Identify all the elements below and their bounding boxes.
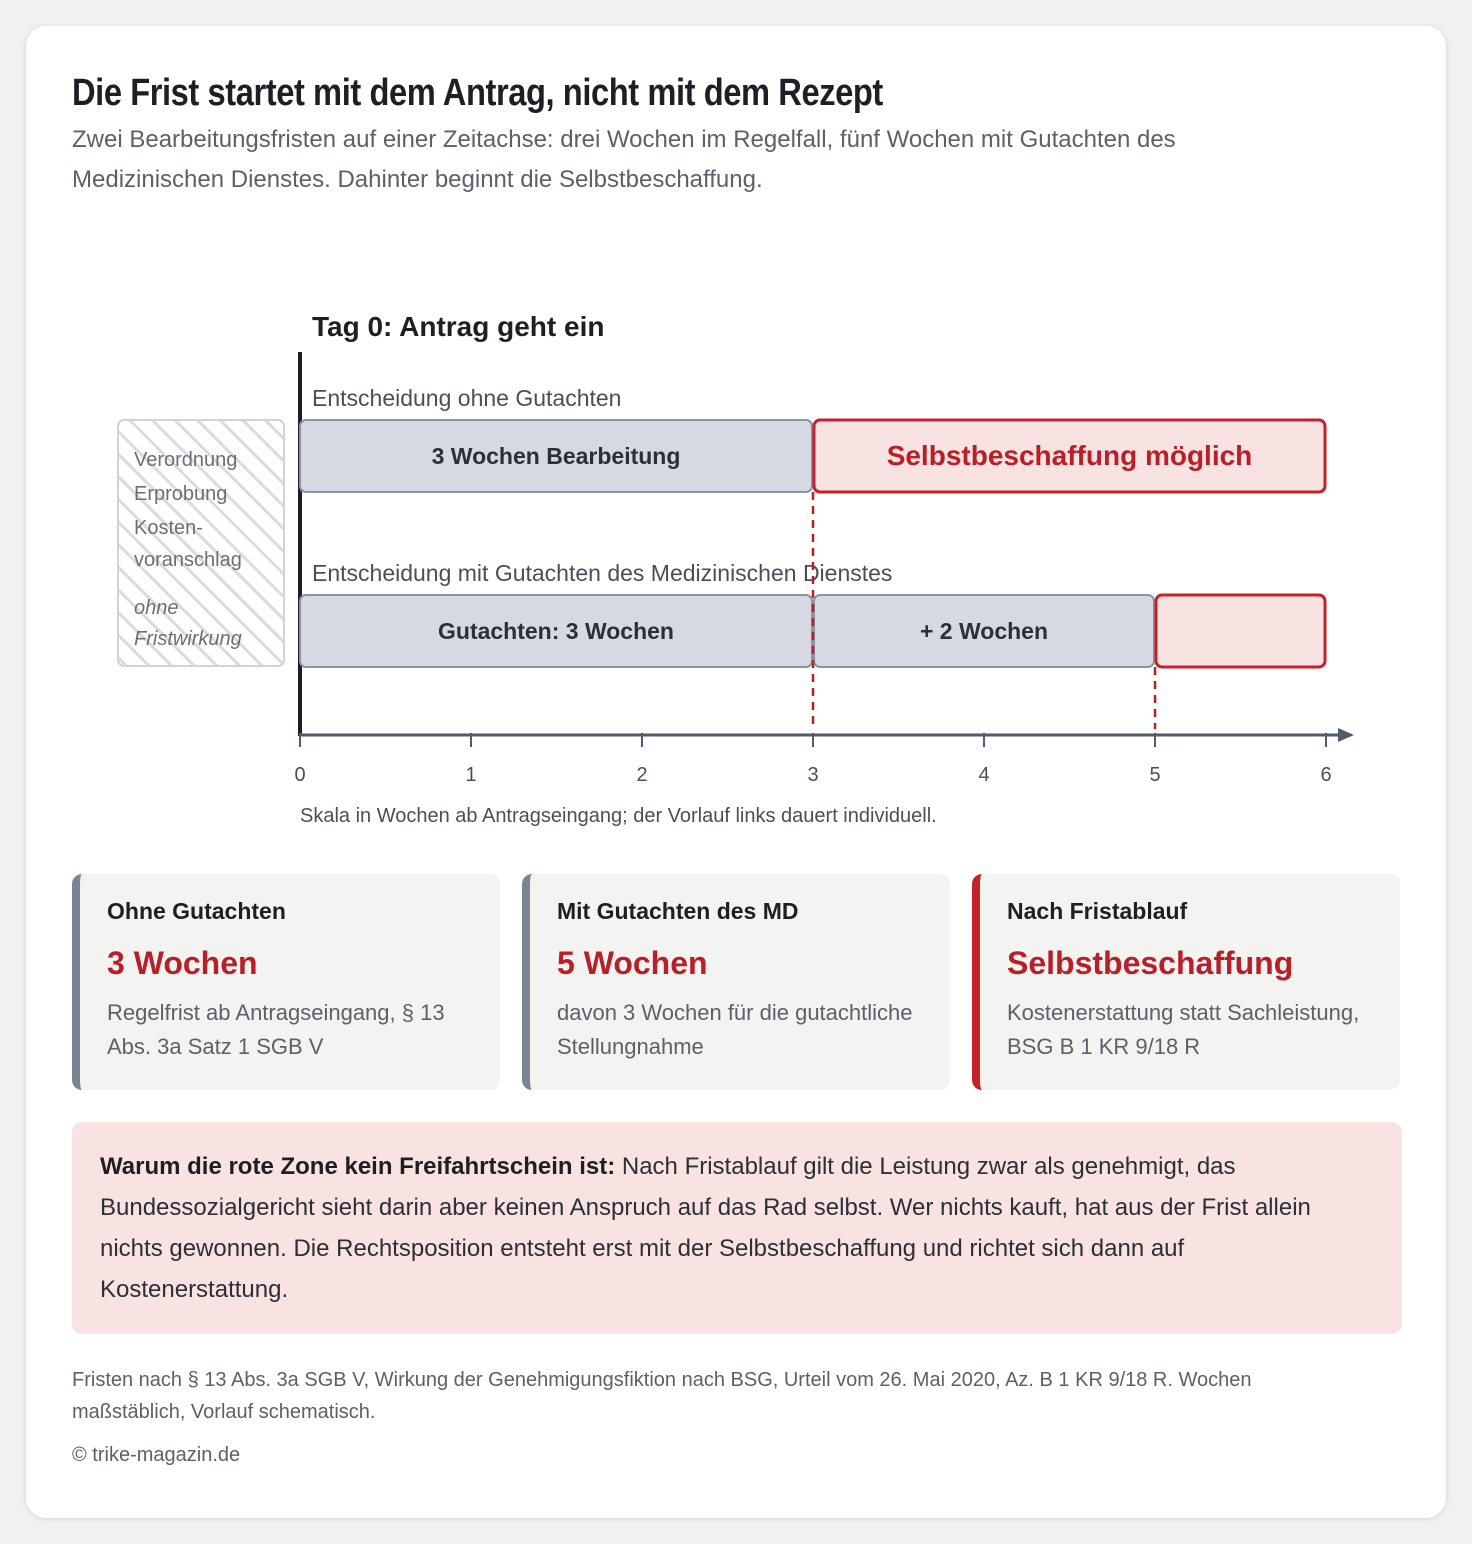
preliminary-step: Kosten- bbox=[134, 517, 203, 539]
axis-tick-label: 4 bbox=[978, 764, 990, 786]
axis-note: Skala in Wochen ab Antragseingang; der Vorlauf links dauert individuell. bbox=[300, 805, 937, 827]
timeline-bars bbox=[300, 420, 1325, 667]
callout-text: Nach Fristablauf gilt die Leistung zwar als genehmigt, das Bundessozialgericht sieht darin aber keinen Anspruch auf das Rad selbst. Wer nichts kauft, hat aus der Frist allein nichts gewonnen. Die Rechtsposition entsteht erst mit der Selbstbeschaffung und richtet sich dann auf Kostenerstattung. bbox=[100, 1153, 1311, 1303]
box-value: 3 Wochen bbox=[107, 945, 258, 981]
box-description: Regelfrist ab Antragseingang, § 13 Abs. 3a Satz 1 SGB V bbox=[107, 1000, 445, 1059]
copyright: © trike-magazin.de bbox=[72, 1444, 241, 1466]
row-label-mit-gutachten: Entscheidung mit Gutachten des Medizinischen Dienstes bbox=[312, 560, 893, 586]
source-footnote: Fristen nach § 13 Abs. 3a SGB V, Wirkung der Genehmigungsfiktion nach BSG, Urteil vom 26. Mai 2020, Az. B 1 KR 9/18 R. Wochen maßstäblich, Vorlauf schematisch. bbox=[72, 1369, 1252, 1423]
axis-tick-label: 5 bbox=[1149, 764, 1161, 786]
page-title: Die Frist startet mit dem Antrag, nicht mit dem Rezept bbox=[72, 72, 883, 114]
box-description: Kostenerstattung statt Sachleistung, BSG B 1 KR 9/18 R bbox=[1007, 1000, 1360, 1059]
axis-tick-label: 1 bbox=[465, 764, 477, 786]
box-label: Mit Gutachten des MD bbox=[557, 898, 799, 924]
box-label: Ohne Gutachten bbox=[107, 898, 286, 924]
processing-bar-label: 3 Wochen Bearbeitung bbox=[431, 443, 681, 469]
row-label-ohne-gutachten: Entscheidung ohne Gutachten bbox=[312, 385, 622, 411]
processing-bar-label: Gutachten: 3 Wochen bbox=[438, 618, 674, 644]
self-procurement-label: Selbstbeschaffung möglich bbox=[886, 440, 1253, 471]
axis-tick-label: 3 bbox=[807, 764, 819, 786]
page-subtitle: Zwei Bearbeitungsfristen auf einer Zeitachse: drei Wochen im Regelfall, fünf Wochen mit Gutachten des Medizinischen Dienstes. Dahinter beginnt die Selbstbeschaffung. bbox=[72, 126, 1176, 193]
day-zero-label: Tag 0: Antrag geht ein bbox=[312, 311, 605, 342]
summary-box-mit-gutachten bbox=[522, 874, 950, 1090]
self-procurement-bar bbox=[1156, 595, 1325, 667]
summary-box-nach-fristablauf bbox=[972, 874, 1400, 1090]
timeline-diagram bbox=[26, 296, 1446, 836]
preliminary-step: voranschlag bbox=[134, 549, 242, 571]
preliminary-note: ohne bbox=[134, 597, 179, 619]
box-description: davon 3 Wochen für die gutachtliche Stellungnahme bbox=[557, 1000, 913, 1059]
callout-lead: Warum die rote Zone kein Freifahrtschein ist: bbox=[100, 1153, 616, 1180]
axis-arrow-icon bbox=[1338, 728, 1354, 742]
axis-tick-label: 6 bbox=[1320, 764, 1332, 786]
preliminary-note: Fristwirkung bbox=[134, 628, 242, 650]
infographic-card bbox=[26, 26, 1446, 1518]
timeline-svg bbox=[26, 296, 1446, 836]
box-label: Nach Fristablauf bbox=[1007, 898, 1188, 924]
summary-boxes bbox=[72, 874, 1400, 1090]
axis-tick-label: 2 bbox=[636, 764, 648, 786]
box-value: Selbstbeschaffung bbox=[1007, 945, 1294, 981]
processing-bar-label: + 2 Wochen bbox=[919, 618, 1049, 644]
box-value: 5 Wochen bbox=[557, 945, 708, 981]
preliminary-step: Verordnung bbox=[134, 449, 238, 471]
preliminary-step: Erprobung bbox=[134, 483, 228, 505]
axis-ticks bbox=[294, 733, 1331, 786]
axis-tick-label: 0 bbox=[294, 764, 306, 786]
summary-box-ohne-gutachten bbox=[72, 874, 500, 1090]
warning-callout bbox=[72, 1122, 1402, 1334]
